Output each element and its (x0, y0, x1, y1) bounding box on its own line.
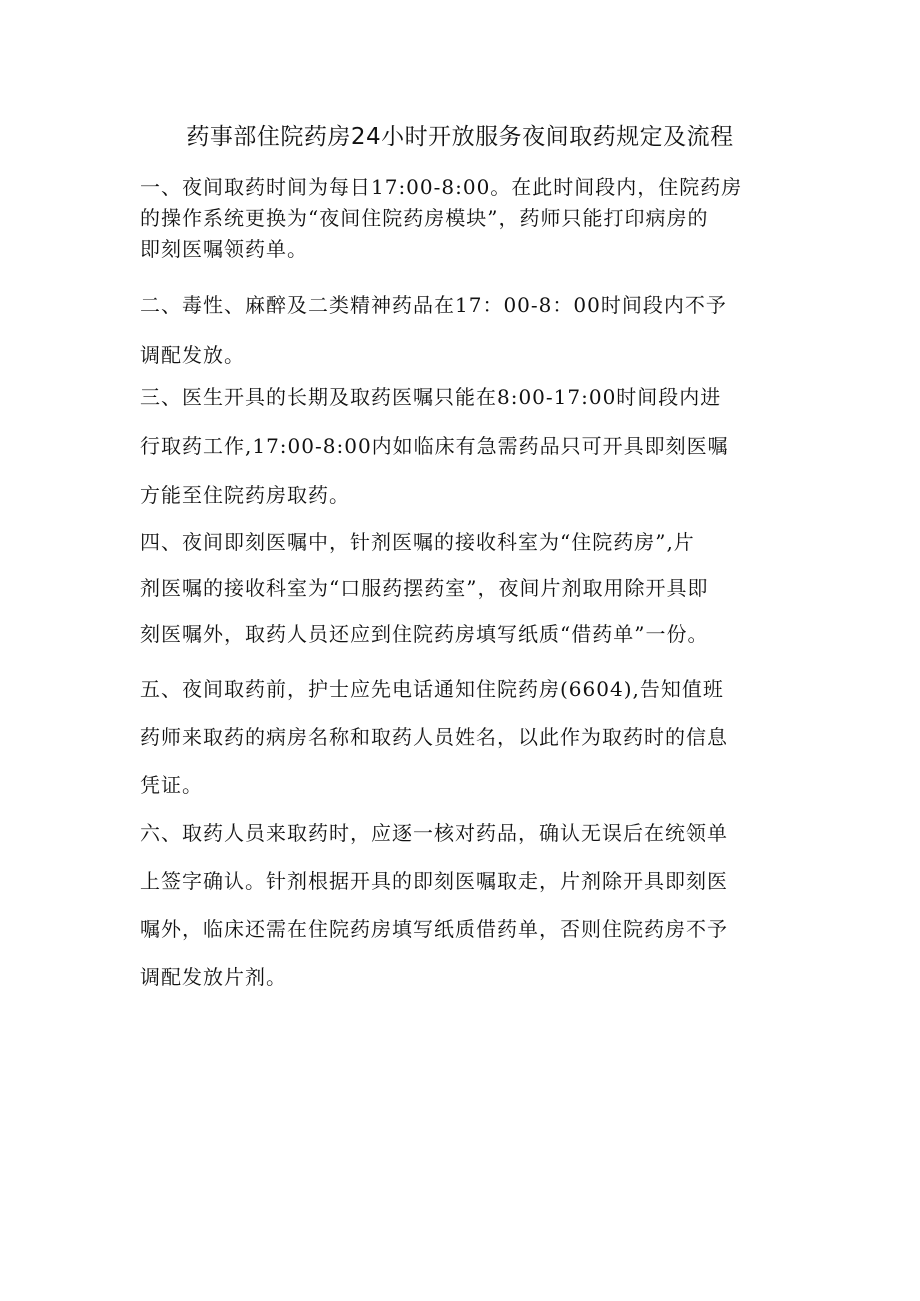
paragraph-line: 六、取药人员来取药时，应逐一核对药品，确认无误后在统领单 (140, 821, 728, 845)
paragraph-line: 三、医生开具的长期及取药医嘱只能在8:00-17:00时间段内进 (140, 385, 722, 409)
rule-paragraph-5 (140, 665, 800, 809)
rule-paragraph-3 (140, 373, 800, 520)
paragraph-line: 五、夜间取药前，护士应先电话通知住院药房(6604),告知值班 (140, 677, 724, 701)
paragraph-line: 调配发放。 (140, 343, 245, 367)
paragraph-line: 二、毒性、麻醉及二类精神药品在17：00-8：00时间段内不予 (140, 293, 727, 317)
paragraph-line: 即刻医嘱领药单。 (140, 237, 308, 261)
paragraph-line: 一、夜间取药时间为每日17:00-8:00。在此时间段内，住院药房 (140, 175, 743, 199)
paragraph-line: 方能至住院药房取药。 (140, 483, 350, 507)
rule-paragraph-4 (140, 519, 800, 657)
paragraph-line: 嘱外，临床还需在住院药房填写纸质借药单，否则住院药房不予 (140, 917, 728, 941)
paragraph-line: 行取药工作,17:00-8:00内如临床有急需药品只可开具即刻医嘱 (140, 434, 729, 458)
rule-paragraph-2 (140, 280, 800, 380)
paragraph-line: 四、夜间即刻医嘱中，针剂医嘱的接收科室为“住院药房”,片 (140, 530, 695, 554)
paragraph-line: 药师来取药的病房名称和取药人员姓名，以此作为取药时的信息 (140, 725, 728, 749)
paragraph-line: 剂医嘱的接收科室为“口服药摆药室”，夜间片剂取用除开具即 (140, 576, 709, 600)
rule-paragraph-6 (140, 809, 800, 1001)
document-title: 药事部住院药房24小时开放服务夜间取药规定及流程 (186, 124, 734, 150)
rule-paragraph-1 (140, 172, 800, 265)
paragraph-line: 刻医嘱外，取药人员还应到住院药房填写纸质“借药单”一份。 (140, 622, 709, 646)
paragraph-line: 上签字确认。针剂根据开具的即刻医嘱取走，片剂除开具即刻医 (140, 869, 728, 893)
paragraph-line: 的操作系统更换为“夜间住院药房模块”，药师只能打印病房的 (140, 206, 709, 230)
paragraph-line: 调配发放片剂。 (140, 965, 287, 989)
paragraph-line: 凭证。 (140, 773, 203, 797)
